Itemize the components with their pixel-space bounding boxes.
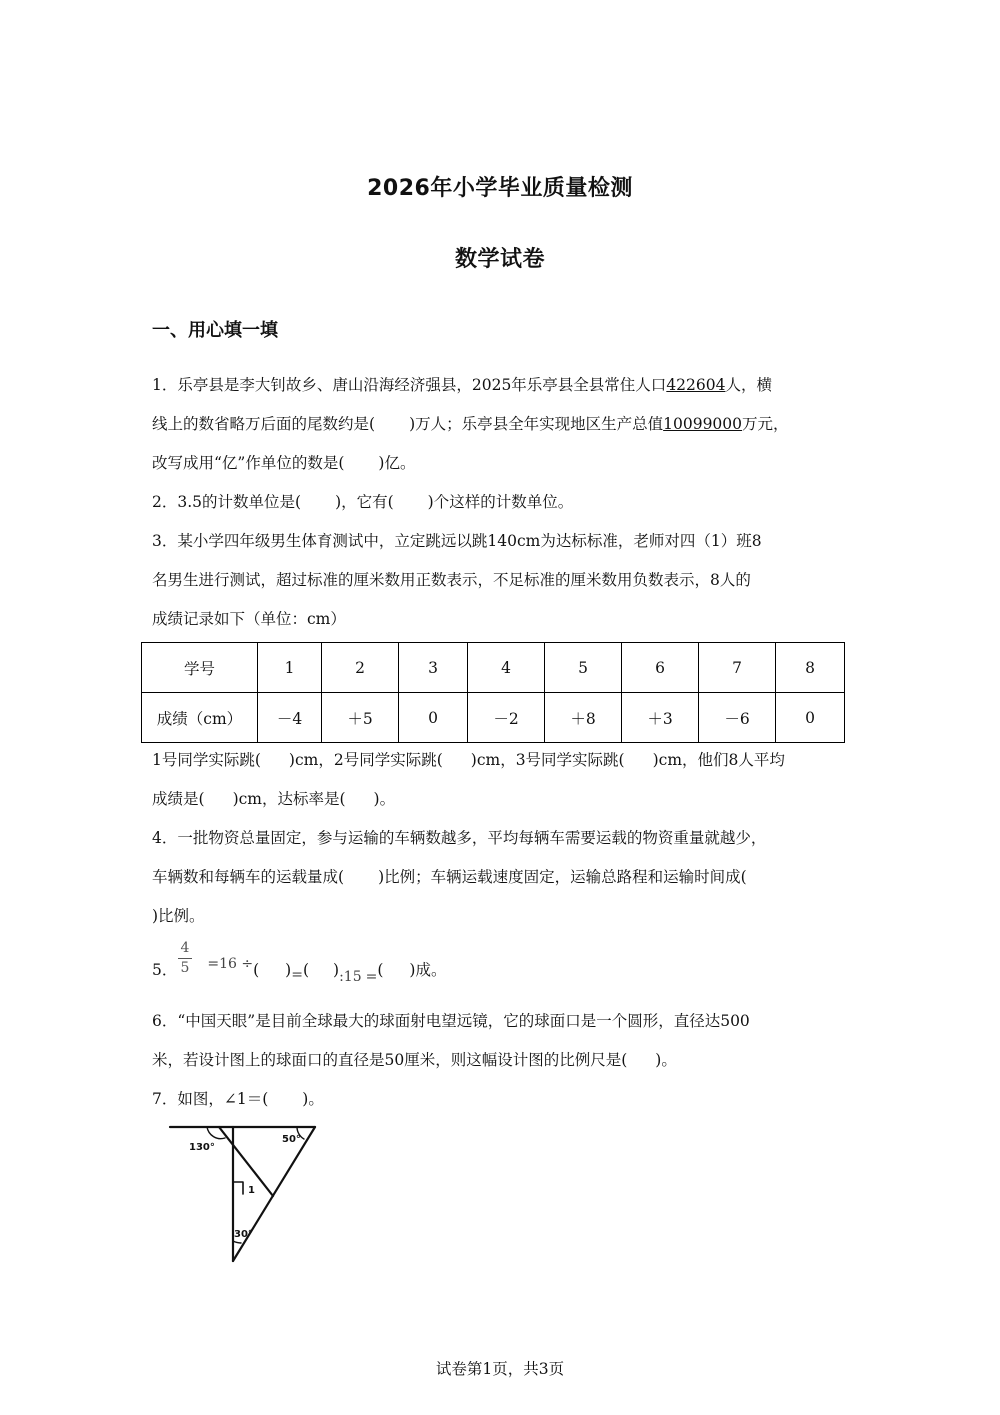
q4-text: 车辆数和每辆车的运载量成(	[152, 868, 345, 886]
table-cell: 2	[322, 643, 399, 693]
label-50: 50°	[282, 1134, 301, 1145]
q1-line-1	[152, 373, 772, 395]
q1-line-2	[152, 412, 789, 434]
q1-text: )万人；乐亭县全年实现地区生产总值	[409, 415, 664, 433]
q3-answer-line-1	[152, 748, 785, 770]
q6-line-2	[152, 1048, 677, 1070]
q2-text: )，它有(	[335, 493, 394, 511]
q5-text: :15	[339, 969, 362, 985]
q3-line-3: 成绩记录如下（单位：cm）	[152, 610, 346, 628]
q3-text: )cm，他们8人平均	[652, 751, 785, 769]
q4-line-2	[152, 865, 747, 887]
score-table	[141, 642, 845, 743]
page-footer: 试卷第1页，共3页	[435, 1360, 565, 1378]
q3-text: )。	[373, 790, 396, 808]
q1-line-3	[152, 451, 415, 473]
q1-text: )亿。	[378, 454, 416, 472]
table-cell: 4	[468, 643, 545, 693]
exam-title: 2026年小学毕业质量检测	[367, 176, 633, 201]
table-row	[142, 693, 845, 743]
q1-text: 人，横	[725, 376, 772, 394]
q4-line-3: )比例。	[152, 907, 205, 925]
label-30: 30°	[234, 1229, 253, 1240]
q7-line	[152, 1087, 324, 1109]
table-cell: 7	[699, 643, 776, 693]
q6-text: 米，若设计图上的球面口的直径是50厘米，则这幅设计图的比例尺是(	[152, 1051, 628, 1069]
q5-text: =16 ÷	[207, 956, 254, 972]
table-cell: 1	[258, 643, 322, 693]
q5-text: )	[285, 961, 292, 979]
table-cell: －4	[258, 693, 322, 743]
exam-subtitle: 数学试卷	[454, 247, 545, 272]
q6-text: )。	[655, 1051, 677, 1069]
q6-line-1: 6．“中国天眼”是目前全球最大的球面射电望远镜，它的球面口是一个圆形，直径达500	[152, 1012, 750, 1030]
q3-text: 1号同学实际跳(	[152, 751, 261, 769]
q1-gdp: 10099000	[663, 415, 743, 433]
q5-text: (	[302, 961, 310, 979]
q3-answer-line-2	[152, 787, 395, 809]
right-angle-mark	[233, 1182, 243, 1194]
q5-numerator: 4	[180, 940, 190, 956]
q3-line-1: 3．某小学四年级男生体育测试中，立定跳远以跳140cm为达标标准，老师对四（1）班8	[152, 532, 762, 550]
q1-text: 万元，	[742, 415, 789, 433]
table-cell: 0	[399, 693, 468, 743]
q3-text: )cm，3号同学实际跳(	[470, 751, 625, 769]
table-cell: ＋3	[622, 693, 699, 743]
q5-text: )	[333, 961, 340, 979]
q5-number: 5．	[152, 961, 178, 979]
table-cell: ＋8	[545, 693, 622, 743]
table-row	[142, 643, 845, 693]
table-cell: －2	[468, 693, 545, 743]
table-cell: 3	[399, 643, 468, 693]
q1-text: 1．乐亭县是李大钊故乡、唐山沿海经济强县，2025年乐亭县全县常住人口	[152, 376, 667, 394]
table-cell: ＋5	[322, 693, 399, 743]
q4-text: )比例；车辆运载速度固定，运输总路程和运输时间成(	[378, 868, 747, 886]
figure-inner-line	[219, 1127, 273, 1196]
angle-arc-30	[233, 1241, 241, 1243]
q2-line	[152, 490, 573, 512]
q3-line-2: 名男生进行测试，超过标准的厘米数用正数表示，不足标准的厘米数用负数表示，8人的	[152, 571, 751, 589]
q3-text: )cm，达标率是(	[232, 790, 346, 808]
q7-text: )。	[302, 1090, 324, 1108]
table-header-id: 学号	[142, 643, 258, 693]
q5-text: =	[365, 969, 378, 985]
q7-text: 7．如图，∠1＝(	[152, 1090, 269, 1108]
table-cell: 6	[622, 643, 699, 693]
section-heading: 一、用心填一填	[152, 320, 278, 341]
q1-text: 改写成用“亿”作单位的数是(	[152, 454, 345, 472]
q3-text: )cm，2号同学实际跳(	[288, 751, 443, 769]
table-cell: 8	[776, 643, 845, 693]
q1-text: 线上的数省略万后面的尾数约是(	[152, 415, 376, 433]
q3-text: 成绩是(	[152, 790, 205, 808]
table-cell: 5	[545, 643, 622, 693]
table-cell: －6	[699, 693, 776, 743]
q5-text: =	[291, 967, 303, 983]
q1-population: 422604	[666, 376, 726, 394]
angle-figure	[165, 1120, 325, 1268]
q5-line	[152, 956, 447, 985]
q5-text: (	[253, 961, 260, 979]
q5-text: )成。	[409, 961, 447, 979]
table-cell: 0	[776, 693, 845, 743]
q4-line-1: 4．一批物资总量固定，参与运输的车辆数越多，平均每辆车需要运载的物资重量就越少，	[152, 829, 767, 847]
q5-denominator: 5	[180, 960, 190, 976]
q2-text: 2．3.5的计数单位是(	[152, 493, 302, 511]
label-130: 130°	[189, 1142, 215, 1153]
label-angle-1: 1	[248, 1185, 255, 1196]
table-header-score: 成绩（cm）	[142, 693, 258, 743]
q2-text: )个这样的计数单位。	[427, 493, 574, 511]
figure-long-side	[233, 1127, 315, 1261]
q5-text: (	[377, 961, 384, 979]
